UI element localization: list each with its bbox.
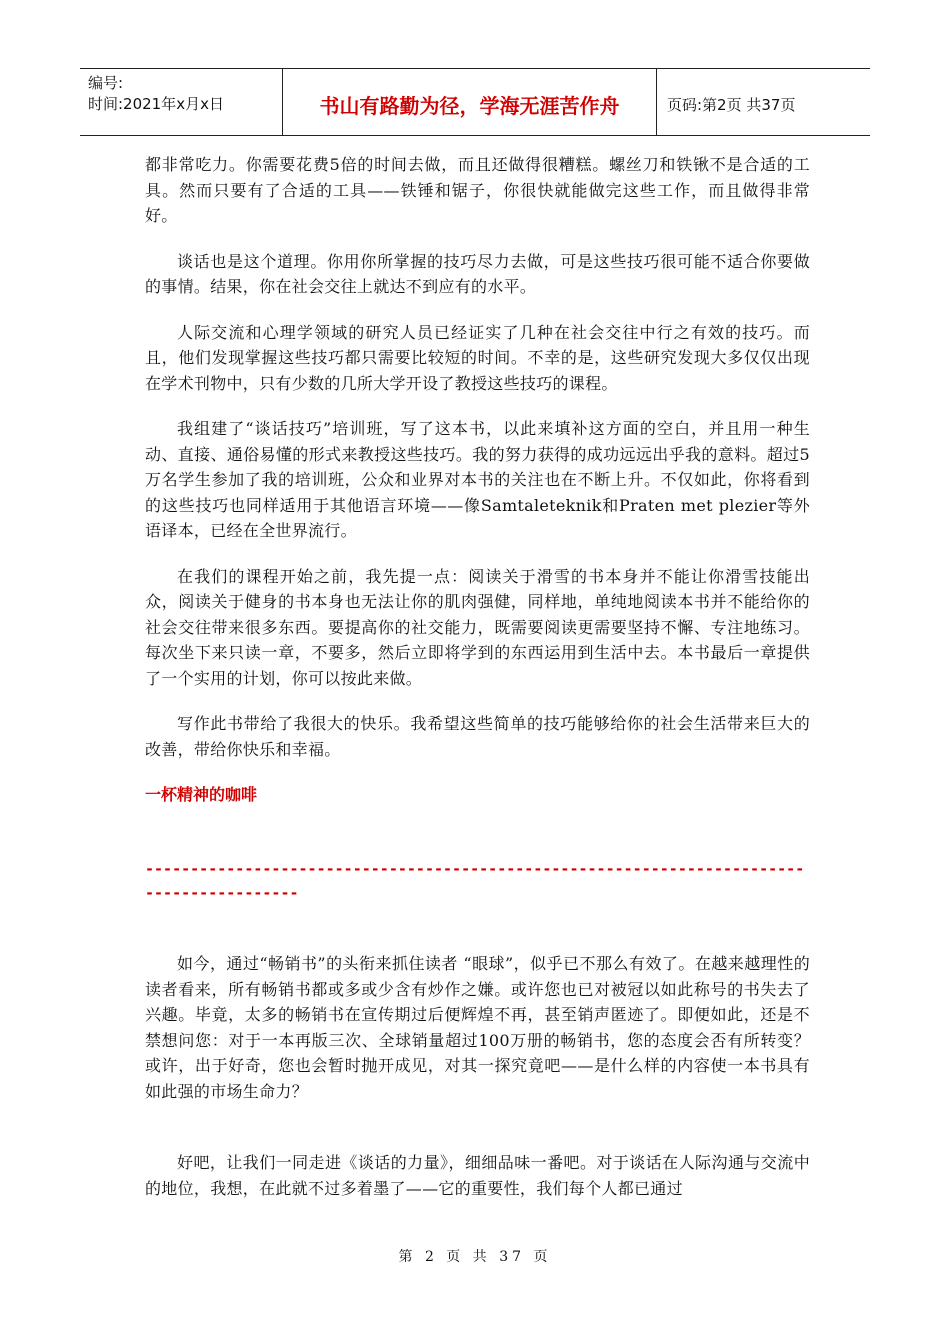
paragraph: 如今，通过“畅销书”的头衔来抓住读者 “眼球”，似乎已不那么有效了。在越来越理性的读者看来，所有畅销书都或多或少含有炒作之嫌。或许您也已对被冠以如此称号的书失去了兴趣。毕竟，太多的畅销书在宣传期过后便辉煌不再，甚至销声匿迹了。即便如此，还是不禁想问您：对于一本再版三次、全球销量超过100万册的畅销书，您的态度会否有所转变？或许，出于好奇，您也会暂时抛开成见，对其一探究竟吧——是什么样的内容使一本书具有如此强的市场生命力？ <box>145 954 810 1101</box>
section-divider: ------------------------------------------------------------------------------------------ <box>145 860 805 902</box>
header-meta <box>80 69 283 135</box>
time-label: 时间:2021年x月x日 <box>88 95 224 113</box>
page-footer: 第 2 页 共 37 页 <box>398 1249 552 1265</box>
paragraph: 在我们的课程开始之前，我先提一点：阅读关于滑雪的书本身并不能让你滑雪技能出众，阅读关于健身的书本身也无法让你的肌肉强健，同样地，单纯地阅读本书并不能给你的社会交往带来很多东西。要提高你的社交能力，既需要阅读更需要坚持不懈、专注地练习。每次坐下来只读一章，不要多，然后立即将学到的东西运用到生活中去。本书最后一章提供了一个实用的计划，你可以按此来做。 <box>145 566 810 688</box>
paragraph: 人际交流和心理学领域的研究人员已经证实了几种在社会交往中行之有效的技巧。而且，他们发现掌握这些技巧都只需要比较短的时间。不幸的是，这些研究发现大多仅仅出现在学术刊物中，只有少数的几所大学开设了教授这些技巧的课程。 <box>145 322 810 393</box>
header-motto: 书山有路勤为径，学海无涯苦作舟 <box>283 69 657 135</box>
paragraph: 我组建了“谈话技巧”培训班，写了这本书，以此来填补这方面的空白，并且用一种生动、直接、通俗易懂的形式来教授这些技巧。我的努力获得的成功远远出乎我的意料。超过5万名学生参加了我的培训班，公众和业界对本书的关注也在不断上升。不仅如此，你将看到的这些技巧也同样适用于其他语言环境——像Samtaleteknik和Praten met plezier等外语译本，已经在全世界流行。 <box>145 419 810 540</box>
section-title: 一杯精神的咖啡 <box>145 785 258 804</box>
page-header <box>80 68 870 136</box>
number-label: 编号: <box>88 74 124 92</box>
paragraph: 谈话也是这个道理。你用你所掌握的技巧尽力去做，可是这些技巧很可能不适合你要做的事情。结果，你在社会交往上就达不到应有的水平。 <box>145 251 810 296</box>
paragraph: 好吧，让我们一同走进《谈话的力量》，细细品味一番吧。对于谈话在人际沟通与交流中的地位，我想，在此就不过多着墨了——它的重要性，我们每个人都已通过 <box>145 1153 810 1198</box>
paragraph: 写作此书带给了我很大的快乐。我希望这些简单的技巧能够给你的社会生活带来巨大的改善，带给你快乐和幸福。 <box>145 714 810 759</box>
paragraph: 都非常吃力。你需要花费5倍的时间去做，而且还做得很糟糕。螺丝刀和铁锹不是合适的工具。然而只要有了合适的工具——铁锤和锯子，你很快就能做完这些工作，而且做得非常好。 <box>145 155 810 225</box>
header-page-label: 页码:第2页 共37页 <box>667 95 796 114</box>
document-body <box>145 152 810 1221</box>
